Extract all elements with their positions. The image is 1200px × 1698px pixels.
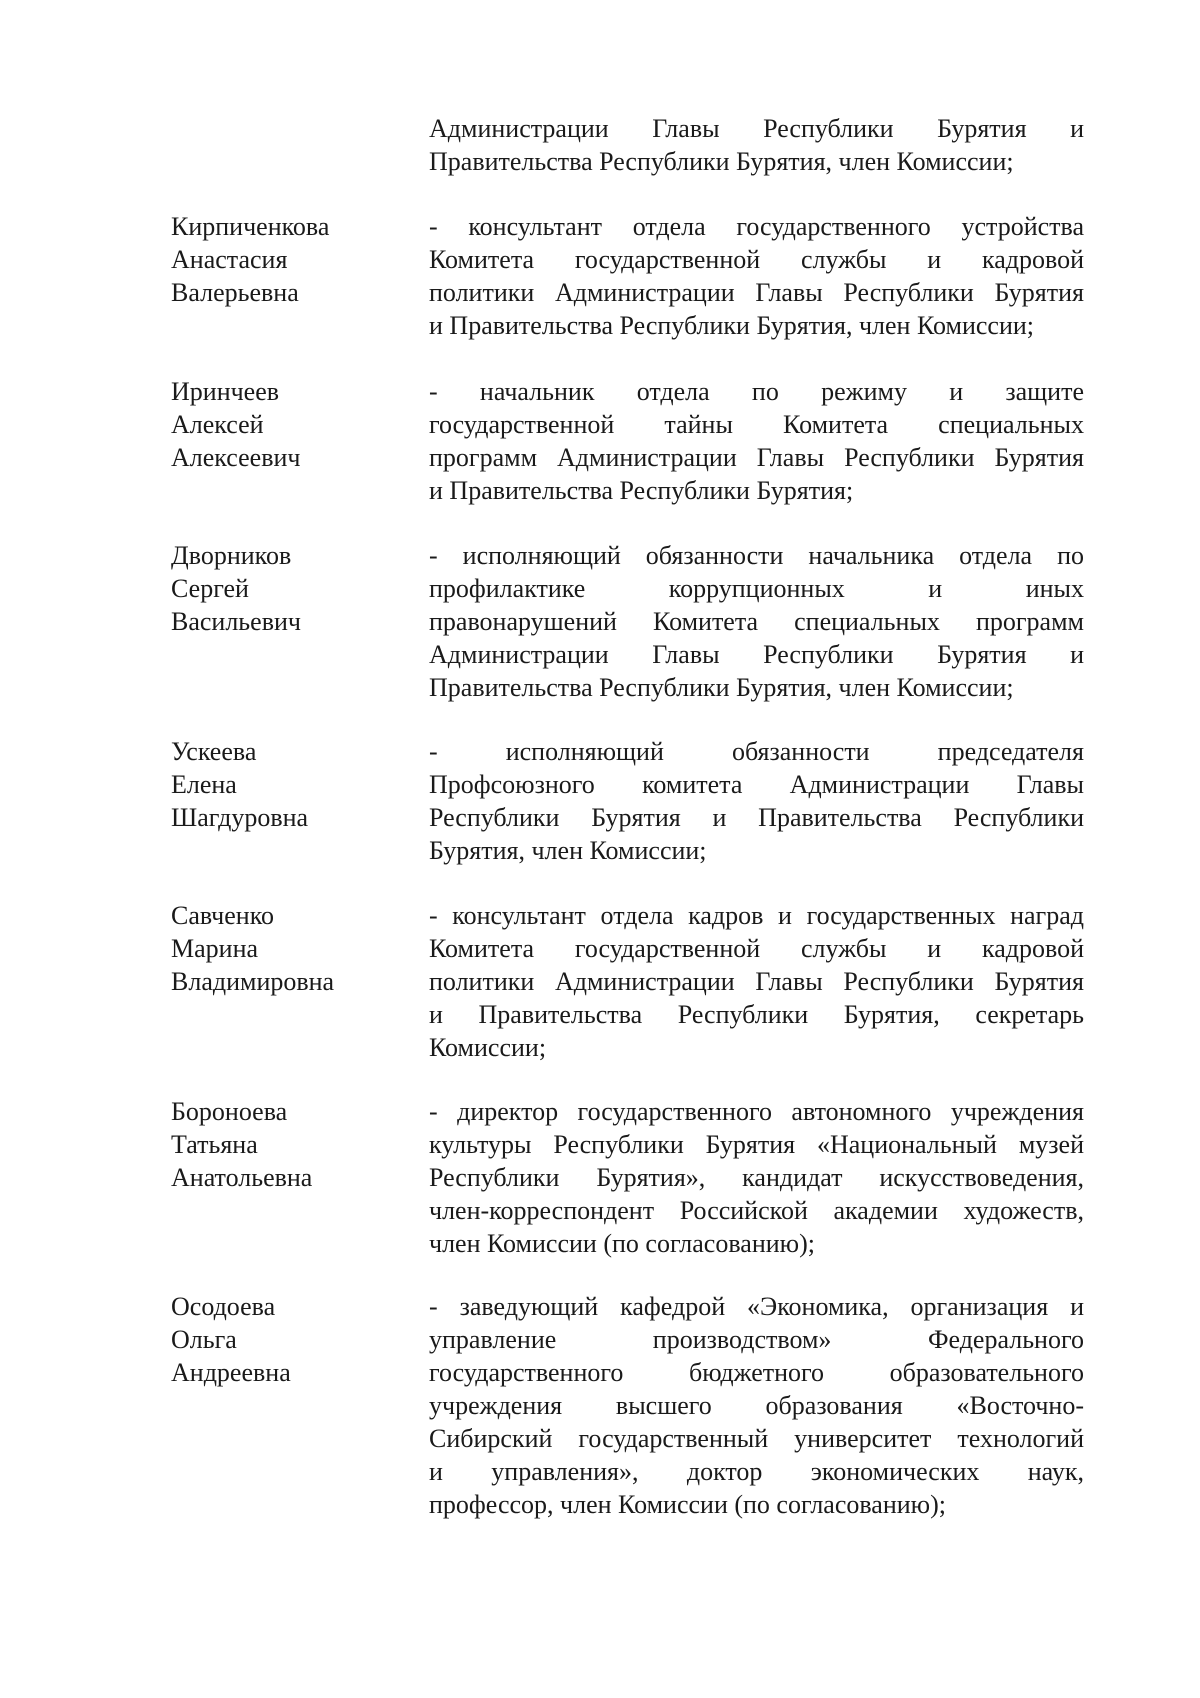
text-line-content: учреждения высшего образования «Восточно- xyxy=(429,1391,1084,1420)
text-line xyxy=(429,965,1084,998)
text-line-content: и Правительства Республики Бурятия, член Комиссии; xyxy=(429,311,1034,340)
text-line-content: политики Администрации Главы Республики Бурятия xyxy=(429,967,1084,996)
text-line-content: Комитета государственной службы и кадровой xyxy=(429,934,1084,963)
text-line xyxy=(429,638,1084,671)
member-surname: Осодоева xyxy=(171,1292,276,1321)
text-line xyxy=(429,1095,1084,1128)
member-surname: Иринчеев xyxy=(171,377,280,406)
text-line-content: и управления», доктор экономических наук, xyxy=(429,1457,1084,1486)
member-surname: Ускеева xyxy=(171,737,257,766)
text-line-content: Правительства Республики Бурятия, член Комиссии; xyxy=(429,673,1014,702)
text-line-content: - консультант отдела кадров и государственных наград xyxy=(429,901,1084,930)
text-line-content: член-корреспондент Российской академии художеств, xyxy=(429,1196,1084,1225)
text-line xyxy=(429,1194,1084,1227)
text-line xyxy=(429,539,1084,572)
member-name xyxy=(171,735,401,834)
member-description xyxy=(429,1290,1084,1521)
text-line-content: Администрации Главы Республики Бурятия и xyxy=(429,640,1084,669)
member-first-name: Алексей xyxy=(171,410,264,439)
member-patronymic: Анатольевна xyxy=(171,1163,313,1192)
text-line-content: и Правительства Республики Бурятия, секретарь xyxy=(429,1000,1084,1029)
member-patronymic: Васильевич xyxy=(171,607,301,636)
text-line xyxy=(429,1422,1084,1455)
text-line-content: Республики Бурятия и Правительства Республики xyxy=(429,803,1084,832)
text-line xyxy=(429,572,1084,605)
text-line-content: Комиссии; xyxy=(429,1033,547,1062)
text-line xyxy=(429,735,1084,768)
member-name xyxy=(171,375,401,474)
text-line xyxy=(429,243,1084,276)
text-line xyxy=(429,671,1084,704)
text-line-content: - консультант отдела государственного устройства xyxy=(429,212,1084,241)
member-description xyxy=(429,210,1084,342)
text-line-content: государственной тайны Комитета специальных xyxy=(429,410,1084,439)
text-line xyxy=(429,210,1084,243)
text-line-content: Профсоюзного комитета Администрации Главы xyxy=(429,770,1084,799)
member-first-name: Татьяна xyxy=(171,1130,258,1159)
text-line xyxy=(429,1488,1084,1521)
text-line-content: - начальник отдела по режиму и защите xyxy=(429,377,1084,406)
text-line xyxy=(429,605,1084,638)
text-line xyxy=(429,932,1084,965)
member-patronymic: Владимировна xyxy=(171,967,335,996)
text-line-content: культуры Республики Бурятия «Национальный музей xyxy=(429,1130,1084,1159)
member-patronymic: Шагдуровна xyxy=(171,803,309,832)
member-name xyxy=(171,210,401,309)
member-first-name: Елена xyxy=(171,770,237,799)
text-line-content: профилактике коррупционных и иных xyxy=(429,574,1084,603)
text-line xyxy=(429,474,1084,507)
text-line xyxy=(429,276,1084,309)
text-line xyxy=(429,1389,1084,1422)
member-name xyxy=(171,1095,401,1194)
text-line-content: и Правительства Республики Бурятия; xyxy=(429,476,854,505)
text-line-content: Сибирский государственный университет технологий xyxy=(429,1424,1084,1453)
member-name xyxy=(171,1290,401,1389)
text-line xyxy=(429,899,1084,932)
text-line-content: правонарушений Комитета специальных программ xyxy=(429,607,1084,636)
text-line xyxy=(429,1290,1084,1323)
text-line-content: Бурятия, член Комиссии; xyxy=(429,836,707,865)
text-line xyxy=(429,441,1084,474)
text-line xyxy=(429,1031,1084,1064)
text-line xyxy=(429,1128,1084,1161)
text-line xyxy=(429,1227,1084,1260)
text-line xyxy=(429,145,1084,178)
member-surname: Кирпиченкова xyxy=(171,212,330,241)
member-description xyxy=(429,1095,1084,1260)
text-line-content: профессор, член Комиссии (по согласованию); xyxy=(429,1490,946,1519)
text-line-content: программ Администрации Главы Республики Бурятия xyxy=(429,443,1084,472)
text-line xyxy=(429,375,1084,408)
text-line xyxy=(429,408,1084,441)
text-line-content: Республики Бурятия», кандидат искусствоведения, xyxy=(429,1163,1084,1192)
text-line-content: политики Администрации Главы Республики Бурятия xyxy=(429,278,1084,307)
text-line-content: Комитета государственной службы и кадровой xyxy=(429,245,1084,274)
text-line xyxy=(429,1161,1084,1194)
text-line-content: государственного бюджетного образовательного xyxy=(429,1358,1084,1387)
member-first-name: Марина xyxy=(171,934,259,963)
member-description xyxy=(429,375,1084,507)
text-line-content: - исполняющий обязанности председателя xyxy=(429,737,1084,766)
text-line-content: Правительства Республики Бурятия, член Комиссии; xyxy=(429,147,1014,176)
text-line xyxy=(429,768,1084,801)
member-name xyxy=(171,539,401,638)
text-line xyxy=(429,112,1084,145)
member-patronymic: Андреевна xyxy=(171,1358,291,1387)
member-description xyxy=(429,899,1084,1064)
member-surname: Савченко xyxy=(171,901,275,930)
text-line-content: - заведующий кафедрой «Экономика, организация и xyxy=(429,1292,1084,1321)
text-line xyxy=(429,801,1084,834)
text-line xyxy=(429,998,1084,1031)
member-surname: Бороноева xyxy=(171,1097,288,1126)
text-line-content: - директор государственного автономного учреждения xyxy=(429,1097,1084,1126)
text-line-content: - исполняющий обязанности начальника отдела по xyxy=(429,541,1084,570)
member-first-name: Ольга xyxy=(171,1325,237,1354)
text-line-content: управление производством» Федерального xyxy=(429,1325,1084,1354)
member-description xyxy=(429,539,1084,704)
member-patronymic: Алексеевич xyxy=(171,443,301,472)
text-line xyxy=(429,1356,1084,1389)
member-first-name: Анастасия xyxy=(171,245,288,274)
text-line xyxy=(429,834,1084,867)
continuation-text xyxy=(429,112,1084,178)
member-first-name: Сергей xyxy=(171,574,249,603)
text-line xyxy=(429,309,1084,342)
member-name xyxy=(171,899,401,998)
member-patronymic: Валерьевна xyxy=(171,278,299,307)
text-line-content: Администрации Главы Республики Бурятия и xyxy=(429,114,1084,143)
text-line-content: член Комиссии (по согласованию); xyxy=(429,1229,815,1258)
text-line xyxy=(429,1323,1084,1356)
text-line xyxy=(429,1455,1084,1488)
member-surname: Дворников xyxy=(171,541,292,570)
member-description xyxy=(429,735,1084,867)
